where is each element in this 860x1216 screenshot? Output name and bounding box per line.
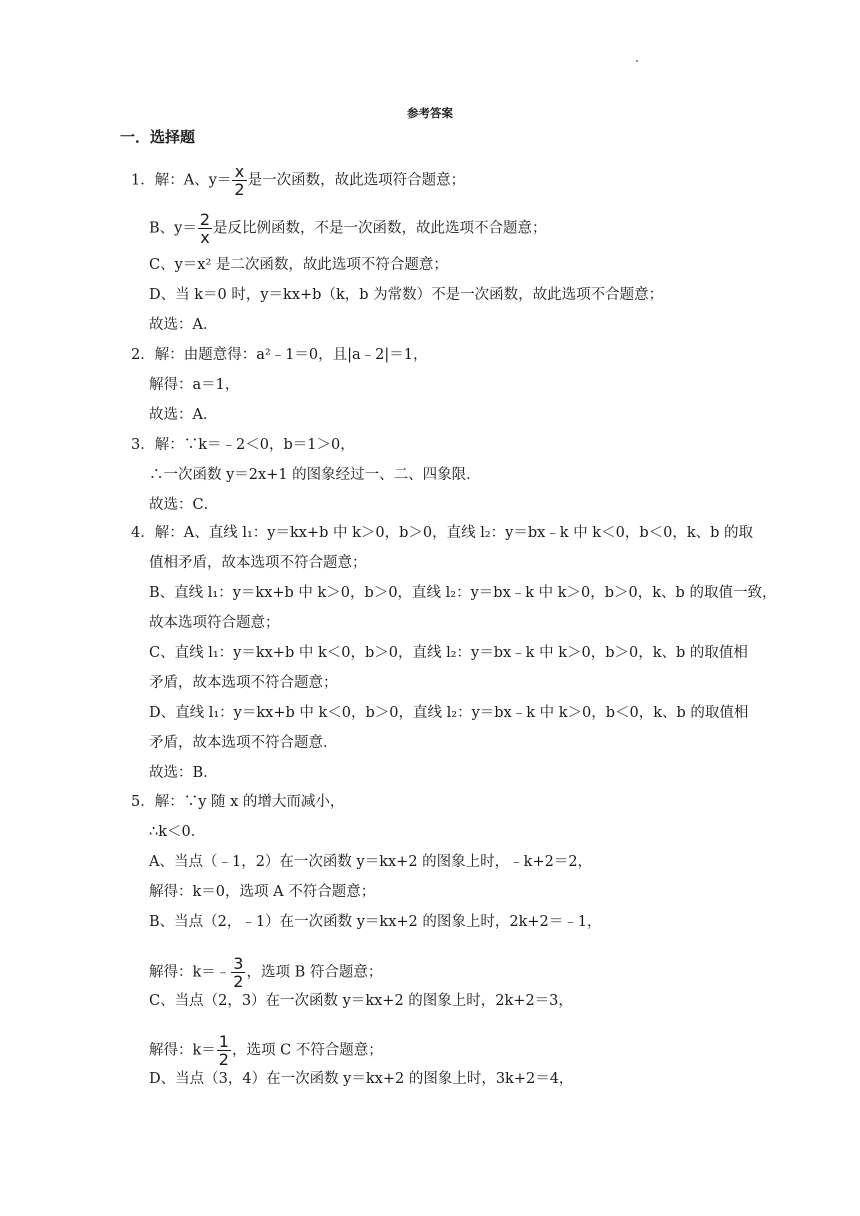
q4-option-d-line-2: 矛盾，故本选项不符合题意．	[149, 735, 338, 751]
fraction: $\frac{3}{2}$	[233, 954, 244, 991]
q4-answer: 故选：B．	[149, 765, 218, 781]
q1-answer: 故选：A．	[149, 317, 218, 333]
q4-option-b-line-1: B、直线 l₁：y＝kx+b 中 k＞0，b＞0，直线 l₂：y＝bx﹣k 中 k＞0，b＞0，k、b 的取值一致，	[149, 585, 777, 601]
q1-number: 1．	[131, 172, 155, 189]
q5-option-b-line-2: 解得：k＝﹣ $\frac{3}{2}$ ，选项 B 符合题意；	[149, 954, 383, 991]
q5-option-a-line-1: A、当点（﹣1，2）在一次函数 y＝kx+2 的图象上时，﹣k+2＝2，	[149, 854, 593, 870]
page-mark	[636, 60, 638, 62]
q3-answer: 故选：C．	[149, 497, 219, 513]
fraction: $\frac{x}{2}$	[234, 162, 245, 199]
q3-line-1: 3．解：∵k＝﹣2＜0，b＝1＞0，	[131, 437, 355, 453]
q5-option-b-line-1: B、当点（2，﹣1）在一次函数 y＝kx+2 的图象上时，2k+2＝﹣1，	[149, 914, 602, 930]
q5-number: 5．	[131, 794, 155, 810]
fraction: $\frac{1}{2}$	[218, 1032, 229, 1069]
section-heading: 一．选择题	[120, 128, 196, 146]
q4-option-a-line-1: 4．解：A、直线 l₁：y＝kx+b 中 k＞0，b＞0，直线 l₂：y＝bx﹣k 中 k＜0，b＜0，k、b 的取	[131, 525, 753, 541]
q5-option-a-line-2: 解得：k＝0，选项 A 不符合题意；	[149, 884, 376, 900]
fraction: $\frac{2}{x}$	[199, 210, 211, 247]
q3-line-2: ∴一次函数 y＝2x+1 的图象经过一、二、四象限．	[149, 467, 481, 483]
q5-option-d-line-1: D、当点（3，4）在一次函数 y＝kx+2 的图象上时，3k+2＝4，	[149, 1071, 574, 1087]
q4-option-a-line-2: 值相矛盾，故本选项不符合题意；	[149, 555, 367, 571]
page-title: 参考答案	[407, 106, 453, 120]
q4-option-d-line-1: D、直线 l₁：y＝kx+b 中 k＜0，b＞0，直线 l₂：y＝bx﹣k 中 k＞0，b＜0，k、b 的取值相	[149, 705, 749, 721]
q5-line-2: ∴k＜0．	[149, 824, 206, 840]
q1-option-c: C、y＝x² 是二次函数，故此选项不符合题意；	[149, 257, 448, 273]
q1-option-d: D、当 k＝0 时，y＝kx+b（k，b 为常数）不是一次函数，故此选项不合题意；	[149, 287, 664, 303]
q2-number: 2．	[131, 347, 155, 363]
q2-answer: 故选：A．	[149, 407, 218, 423]
q4-option-c-line-2: 矛盾，故本选项不符合题意；	[149, 675, 338, 691]
q2-line-1: 2．解：由题意得：a²﹣1＝0，且|a﹣2|＝1，	[131, 347, 428, 363]
q4-option-c-line-1: C、直线 l₁：y＝kx+b 中 k＜0，b＞0，直线 l₂：y＝bx﹣k 中 k＞0，b＞0，k、b 的取值相	[149, 645, 748, 661]
q1-option-a: 1．解：A、y＝ $\frac{x}{2}$ 是一次函数，故此选项符合题意；	[131, 162, 466, 199]
q4-option-b-line-2: 故本选项符合题意；	[149, 615, 280, 631]
q5-option-c-line-1: C、当点（2，3）在一次函数 y＝kx+2 的图象上时，2k+2＝3，	[149, 993, 573, 1009]
q5-option-c-line-2: 解得：k＝ $\frac{1}{2}$ ，选项 C 不符合题意；	[149, 1032, 383, 1069]
q5-line-1: 5．解：∵y 随 x 的增大而减小，	[131, 794, 345, 810]
q1-option-b: B、y＝ $\frac{2}{x}$ 是反比例函数，不是一次函数，故此选项不合题意；	[149, 210, 547, 247]
q2-line-2: 解得：a＝1，	[149, 377, 240, 393]
q3-number: 3．	[131, 437, 155, 453]
q4-number: 4．	[131, 525, 155, 541]
